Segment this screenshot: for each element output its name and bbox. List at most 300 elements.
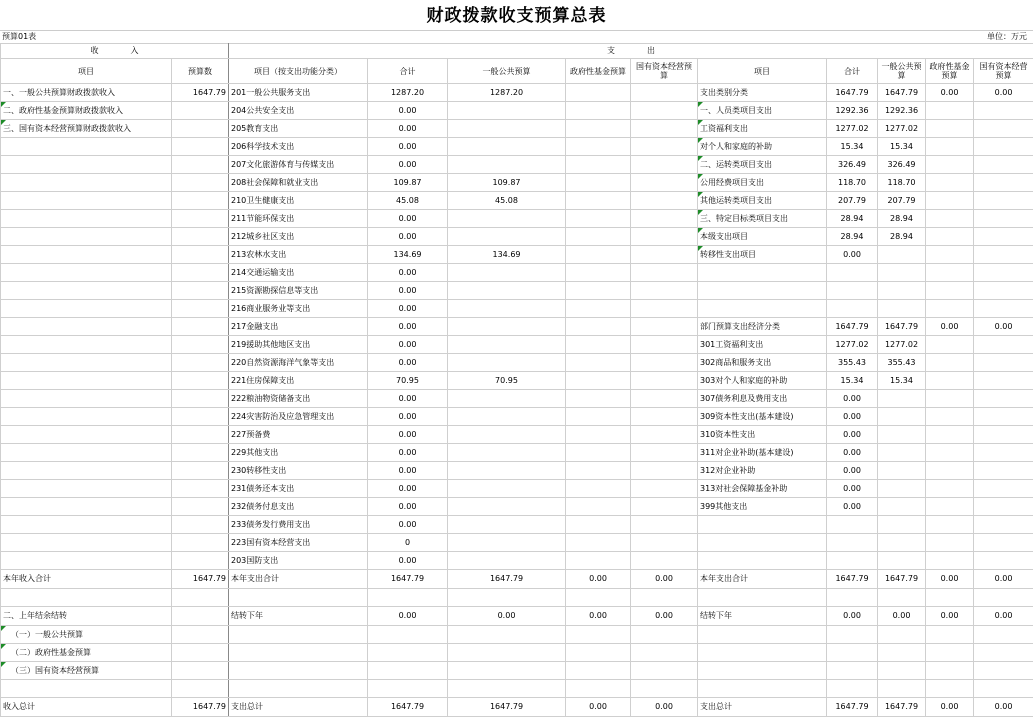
econ-state-capital-cell — [974, 372, 1033, 390]
func-total-cell: 0.00 — [368, 300, 448, 318]
econ-total-cell — [827, 264, 878, 282]
econ-item-cell — [698, 282, 827, 300]
func-state-capital-cell — [631, 680, 698, 698]
income-amount-cell — [172, 246, 229, 264]
econ-general-cell: 1647.79 — [878, 318, 926, 336]
econ-state-capital-cell — [974, 408, 1033, 426]
econ-gov-fund-cell — [926, 210, 974, 228]
econ-total-cell: 0.00 — [827, 246, 878, 264]
econ-general-cell: 1292.36 — [878, 102, 926, 120]
econ-state-capital-cell — [974, 444, 1033, 462]
func-total-cell: 0.00 — [368, 480, 448, 498]
econ-item-cell: 307债务利息及费用支出 — [698, 390, 827, 408]
econ-general-cell — [878, 426, 926, 444]
func-item-cell: 230转移性支出 — [229, 462, 368, 480]
econ-item-cell: 一、人员类项目支出 — [698, 102, 827, 120]
econ-item-cell: 310资本性支出 — [698, 426, 827, 444]
econ-general-cell: 28.94 — [878, 228, 926, 246]
econ-state-capital-cell — [974, 102, 1033, 120]
econ-state-capital-cell — [974, 192, 1033, 210]
income-item-cell — [1, 444, 172, 462]
econ-total-cell — [827, 552, 878, 570]
func-gov-fund-cell — [566, 354, 631, 372]
table-row — [1, 120, 1033, 138]
econ-gov-fund-cell: 0.00 — [926, 570, 974, 589]
func-state-capital-cell — [631, 120, 698, 138]
table-row — [1, 264, 1033, 282]
econ-general-cell: 15.34 — [878, 372, 926, 390]
income-item-cell — [1, 300, 172, 318]
func-gov-fund-cell — [566, 626, 631, 644]
func-general-cell — [448, 390, 566, 408]
func-gov-fund-cell — [566, 408, 631, 426]
func-general-cell — [448, 552, 566, 570]
econ-general-cell — [878, 246, 926, 264]
func-state-capital-cell — [631, 426, 698, 444]
econ-general-cell — [878, 444, 926, 462]
econ-gov-fund-cell — [926, 372, 974, 390]
func-gov-fund-cell — [566, 120, 631, 138]
func-general-cell — [448, 354, 566, 372]
func-gov-fund-cell — [566, 84, 631, 102]
econ-general-cell: 1647.79 — [878, 570, 926, 589]
func-item-cell: 支出总计 — [229, 698, 368, 717]
func-total-cell: 0.00 — [368, 516, 448, 534]
econ-gov-fund-cell — [926, 408, 974, 426]
econ-gov-fund-cell — [926, 192, 974, 210]
table-row — [1, 372, 1033, 390]
income-amount-cell — [172, 480, 229, 498]
func-total-cell: 0.00 — [368, 498, 448, 516]
econ-state-capital-cell — [974, 462, 1033, 480]
func-item-cell: 224灾害防治及应急管理支出 — [229, 408, 368, 426]
func-item-cell: 210卫生健康支出 — [229, 192, 368, 210]
econ-general-cell — [878, 626, 926, 644]
section-header-row — [1, 44, 1033, 59]
income-item-cell — [1, 372, 172, 390]
econ-general-cell: 1277.02 — [878, 120, 926, 138]
econ-item-cell: 313对社会保障基金补助 — [698, 480, 827, 498]
func-general-cell — [448, 462, 566, 480]
income-amount-cell — [172, 354, 229, 372]
econ-state-capital-cell — [974, 498, 1033, 516]
func-general-cell — [448, 138, 566, 156]
econ-item-cell: 311对企业补助(基本建设) — [698, 444, 827, 462]
func-total-cell: 0.00 — [368, 390, 448, 408]
econ-general-cell: 0.00 — [878, 607, 926, 626]
econ-general-cell: 207.79 — [878, 192, 926, 210]
header-econ-item: 项目 — [698, 59, 827, 84]
econ-gov-fund-cell: 0.00 — [926, 84, 974, 102]
header-func-item: 项目（按支出功能分类） — [229, 59, 368, 84]
income-amount-cell — [172, 589, 229, 607]
func-general-cell — [448, 228, 566, 246]
func-gov-fund-cell: 0.00 — [566, 698, 631, 717]
func-item-cell: 229其他支出 — [229, 444, 368, 462]
table-row — [1, 462, 1033, 480]
econ-total-cell: 0.00 — [827, 498, 878, 516]
econ-gov-fund-cell — [926, 498, 974, 516]
spacer-row — [1, 589, 1033, 607]
income-item-cell: 收入总计 — [1, 698, 172, 717]
econ-total-cell: 0.00 — [827, 426, 878, 444]
func-state-capital-cell — [631, 626, 698, 644]
func-general-cell — [448, 336, 566, 354]
econ-gov-fund-cell — [926, 156, 974, 174]
func-gov-fund-cell — [566, 192, 631, 210]
func-item-cell: 219援助其他地区支出 — [229, 336, 368, 354]
func-gov-fund-cell — [566, 462, 631, 480]
func-total-cell: 0 — [368, 534, 448, 552]
income-item-cell — [1, 138, 172, 156]
func-general-cell: 45.08 — [448, 192, 566, 210]
func-gov-fund-cell — [566, 372, 631, 390]
table-row — [1, 318, 1033, 336]
func-general-cell: 134.69 — [448, 246, 566, 264]
income-section-label: 收 入 — [1, 44, 229, 59]
econ-state-capital-cell — [974, 156, 1033, 174]
econ-item-cell — [698, 552, 827, 570]
econ-general-cell — [878, 644, 926, 662]
func-gov-fund-cell — [566, 552, 631, 570]
column-header-row — [1, 59, 1033, 84]
econ-item-cell — [698, 644, 827, 662]
econ-total-cell: 1277.02 — [827, 336, 878, 354]
income-amount-cell — [172, 318, 229, 336]
func-gov-fund-cell — [566, 589, 631, 607]
table-row — [1, 282, 1033, 300]
unit-label: 单位：万元 — [987, 32, 1027, 41]
econ-general-cell — [878, 498, 926, 516]
econ-gov-fund-cell — [926, 102, 974, 120]
income-amount-cell — [172, 626, 229, 644]
econ-item-cell: 本级支出项目 — [698, 228, 827, 246]
econ-state-capital-cell — [974, 282, 1033, 300]
func-total-cell: 70.95 — [368, 372, 448, 390]
econ-item-cell: 303对个人和家庭的补助 — [698, 372, 827, 390]
income-item-cell — [1, 534, 172, 552]
func-total-cell — [368, 680, 448, 698]
econ-state-capital-cell — [974, 354, 1033, 372]
func-state-capital-cell — [631, 174, 698, 192]
econ-total-cell: 1647.79 — [827, 570, 878, 589]
func-state-capital-cell: 0.00 — [631, 570, 698, 589]
econ-gov-fund-cell — [926, 426, 974, 444]
func-item-cell: 221住房保障支出 — [229, 372, 368, 390]
income-amount-cell — [172, 156, 229, 174]
page-title: 财政拨款收支预算总表 — [426, 6, 607, 26]
econ-total-cell: 1647.79 — [827, 318, 878, 336]
econ-item-cell: 支出类别分类 — [698, 84, 827, 102]
table-row — [1, 498, 1033, 516]
func-total-cell — [368, 626, 448, 644]
func-gov-fund-cell — [566, 516, 631, 534]
func-total-cell: 0.00 — [368, 210, 448, 228]
func-general-cell: 70.95 — [448, 372, 566, 390]
func-total-cell — [368, 662, 448, 680]
func-item-cell: 223国有资本经营支出 — [229, 534, 368, 552]
econ-gov-fund-cell — [926, 680, 974, 698]
func-item-cell: 216商业服务业等支出 — [229, 300, 368, 318]
income-amount-cell — [172, 210, 229, 228]
income-item-cell — [1, 552, 172, 570]
func-general-cell — [448, 626, 566, 644]
econ-state-capital-cell — [974, 210, 1033, 228]
form-number: 预算01表 — [2, 32, 37, 41]
func-item-cell: 213农林水支出 — [229, 246, 368, 264]
income-item-cell — [1, 282, 172, 300]
func-gov-fund-cell — [566, 174, 631, 192]
econ-general-cell — [878, 589, 926, 607]
econ-item-cell: 公用经费项目支出 — [698, 174, 827, 192]
econ-total-cell: 15.34 — [827, 372, 878, 390]
func-general-cell: 1647.79 — [448, 698, 566, 717]
func-item-cell: 208社会保障和就业支出 — [229, 174, 368, 192]
func-total-cell: 0.00 — [368, 120, 448, 138]
income-item-cell: 本年收入合计 — [1, 570, 172, 589]
income-item-cell: 三、国有资本经营预算财政拨款收入 — [1, 120, 172, 138]
econ-gov-fund-cell — [926, 444, 974, 462]
econ-state-capital-cell — [974, 426, 1033, 444]
income-item-cell — [1, 210, 172, 228]
econ-gov-fund-cell — [926, 336, 974, 354]
income-amount-cell — [172, 390, 229, 408]
econ-total-cell: 1647.79 — [827, 84, 878, 102]
func-gov-fund-cell — [566, 318, 631, 336]
econ-item-cell: 399其他支出 — [698, 498, 827, 516]
income-item-cell: 二、政府性基金预算财政拨款收入 — [1, 102, 172, 120]
econ-total-cell — [827, 534, 878, 552]
func-item-cell: 232债务付息支出 — [229, 498, 368, 516]
econ-gov-fund-cell — [926, 534, 974, 552]
econ-general-cell — [878, 390, 926, 408]
econ-gov-fund-cell — [926, 300, 974, 318]
income-item-cell — [1, 264, 172, 282]
econ-general-cell — [878, 480, 926, 498]
func-total-cell: 0.00 — [368, 156, 448, 174]
func-gov-fund-cell — [566, 228, 631, 246]
econ-total-cell — [827, 516, 878, 534]
func-item-cell: 222粮油物资储备支出 — [229, 390, 368, 408]
func-gov-fund-cell: 0.00 — [566, 607, 631, 626]
econ-gov-fund-cell — [926, 228, 974, 246]
econ-item-cell — [698, 662, 827, 680]
econ-state-capital-cell — [974, 534, 1033, 552]
econ-gov-fund-cell: 0.00 — [926, 607, 974, 626]
econ-state-capital-cell — [974, 228, 1033, 246]
econ-state-capital-cell — [974, 174, 1033, 192]
func-state-capital-cell — [631, 516, 698, 534]
econ-total-cell: 28.94 — [827, 228, 878, 246]
func-gov-fund-cell — [566, 156, 631, 174]
income-item-cell — [1, 498, 172, 516]
func-total-cell: 0.00 — [368, 138, 448, 156]
func-state-capital-cell — [631, 372, 698, 390]
income-amount-cell — [172, 372, 229, 390]
econ-total-cell: 1292.36 — [827, 102, 878, 120]
func-general-cell: 1647.79 — [448, 570, 566, 589]
func-item-cell — [229, 644, 368, 662]
func-general-cell — [448, 120, 566, 138]
econ-item-cell — [698, 589, 827, 607]
income-amount-cell — [172, 462, 229, 480]
func-total-cell: 0.00 — [368, 282, 448, 300]
func-general-cell — [448, 264, 566, 282]
econ-general-cell — [878, 552, 926, 570]
func-state-capital-cell — [631, 498, 698, 516]
econ-state-capital-cell — [974, 552, 1033, 570]
func-total-cell: 0.00 — [368, 444, 448, 462]
func-state-capital-cell — [631, 156, 698, 174]
econ-state-capital-cell — [974, 644, 1033, 662]
table-row — [1, 300, 1033, 318]
income-item-cell — [1, 390, 172, 408]
func-gov-fund-cell — [566, 138, 631, 156]
func-gov-fund-cell — [566, 680, 631, 698]
func-total-cell: 1647.79 — [368, 570, 448, 589]
func-gov-fund-cell — [566, 210, 631, 228]
econ-total-cell: 207.79 — [827, 192, 878, 210]
income-item-cell — [1, 192, 172, 210]
econ-state-capital-cell — [974, 390, 1033, 408]
func-item-cell: 211节能环保支出 — [229, 210, 368, 228]
func-total-cell — [368, 644, 448, 662]
func-item-cell: 217金融支出 — [229, 318, 368, 336]
econ-state-capital-cell — [974, 480, 1033, 498]
title-divider — [0, 30, 1033, 31]
func-state-capital-cell — [631, 662, 698, 680]
table-row — [1, 84, 1033, 102]
econ-gov-fund-cell — [926, 662, 974, 680]
func-gov-fund-cell — [566, 102, 631, 120]
econ-state-capital-cell: 0.00 — [974, 698, 1033, 717]
func-state-capital-cell — [631, 210, 698, 228]
econ-state-capital-cell — [974, 336, 1033, 354]
func-total-cell: 109.87 — [368, 174, 448, 192]
func-state-capital-cell — [631, 408, 698, 426]
econ-gov-fund-cell: 0.00 — [926, 318, 974, 336]
func-total-cell: 0.00 — [368, 228, 448, 246]
func-gov-fund-cell — [566, 336, 631, 354]
income-item-cell: 二、上年结余结转 — [1, 607, 172, 626]
func-total-cell: 0.00 — [368, 426, 448, 444]
func-state-capital-cell — [631, 552, 698, 570]
income-item-cell — [1, 156, 172, 174]
table-row — [1, 192, 1033, 210]
income-amount-cell — [172, 662, 229, 680]
header-state-capital: 国有资本经营预算 — [631, 59, 698, 84]
table-row — [1, 444, 1033, 462]
func-item-cell: 214交通运输支出 — [229, 264, 368, 282]
econ-item-cell: 本年支出合计 — [698, 570, 827, 589]
econ-gov-fund-cell — [926, 462, 974, 480]
income-item-cell — [1, 426, 172, 444]
income-amount-cell: 1647.79 — [172, 698, 229, 717]
header-income-item: 项目 — [1, 59, 172, 84]
econ-gov-fund-cell — [926, 552, 974, 570]
econ-state-capital-cell — [974, 138, 1033, 156]
func-gov-fund-cell — [566, 662, 631, 680]
func-gov-fund-cell — [566, 480, 631, 498]
econ-general-cell — [878, 408, 926, 426]
func-state-capital-cell — [631, 318, 698, 336]
table-row — [1, 390, 1033, 408]
func-item-cell — [229, 589, 368, 607]
table-row — [1, 552, 1033, 570]
econ-total-cell: 355.43 — [827, 354, 878, 372]
income-amount-cell — [172, 120, 229, 138]
econ-general-cell: 326.49 — [878, 156, 926, 174]
func-gov-fund-cell — [566, 300, 631, 318]
income-amount-cell — [172, 498, 229, 516]
econ-gov-fund-cell: 0.00 — [926, 698, 974, 717]
func-total-cell: 0.00 — [368, 354, 448, 372]
income-amount-cell — [172, 192, 229, 210]
econ-total-cell: 0.00 — [827, 390, 878, 408]
econ-item-cell: 312对企业补助 — [698, 462, 827, 480]
func-item-cell — [229, 662, 368, 680]
econ-item-cell: 部门预算支出经济分类 — [698, 318, 827, 336]
income-item-cell: （一）一般公共预算 — [1, 626, 172, 644]
econ-gov-fund-cell — [926, 138, 974, 156]
income-item-cell — [1, 480, 172, 498]
func-general-cell: 109.87 — [448, 174, 566, 192]
econ-gov-fund-cell — [926, 480, 974, 498]
header-total: 合计 — [368, 59, 448, 84]
income-item-cell — [1, 516, 172, 534]
func-general-cell — [448, 282, 566, 300]
income-amount-cell — [172, 336, 229, 354]
func-state-capital-cell — [631, 300, 698, 318]
income-item-cell: （三）国有资本经营预算 — [1, 662, 172, 680]
func-state-capital-cell — [631, 192, 698, 210]
econ-general-cell — [878, 662, 926, 680]
func-item-cell: 233债务发行费用支出 — [229, 516, 368, 534]
func-general-cell — [448, 102, 566, 120]
econ-item-cell — [698, 626, 827, 644]
func-item-cell — [229, 680, 368, 698]
econ-state-capital-cell — [974, 120, 1033, 138]
grand-total-row — [1, 698, 1033, 717]
econ-state-capital-cell — [974, 589, 1033, 607]
carry-sub-row — [1, 644, 1033, 662]
econ-total-cell — [827, 680, 878, 698]
func-gov-fund-cell — [566, 644, 631, 662]
func-state-capital-cell — [631, 644, 698, 662]
func-total-cell: 0.00 — [368, 552, 448, 570]
func-state-capital-cell — [631, 84, 698, 102]
func-general-cell — [448, 480, 566, 498]
table-row — [1, 228, 1033, 246]
income-amount-cell — [172, 228, 229, 246]
econ-gov-fund-cell — [926, 174, 974, 192]
income-amount-cell: 1647.79 — [172, 570, 229, 589]
carry-over-row — [1, 607, 1033, 626]
func-state-capital-cell — [631, 462, 698, 480]
econ-item-cell: 301工资福利支出 — [698, 336, 827, 354]
budget-table — [0, 43, 1033, 717]
func-general-cell: 1287.20 — [448, 84, 566, 102]
income-amount-cell — [172, 408, 229, 426]
income-item-cell — [1, 174, 172, 192]
func-general-cell — [448, 426, 566, 444]
func-total-cell: 0.00 — [368, 408, 448, 426]
econ-state-capital-cell: 0.00 — [974, 607, 1033, 626]
econ-state-capital-cell — [974, 626, 1033, 644]
econ-total-cell: 0.00 — [827, 408, 878, 426]
func-total-cell: 0.00 — [368, 607, 448, 626]
func-state-capital-cell — [631, 444, 698, 462]
